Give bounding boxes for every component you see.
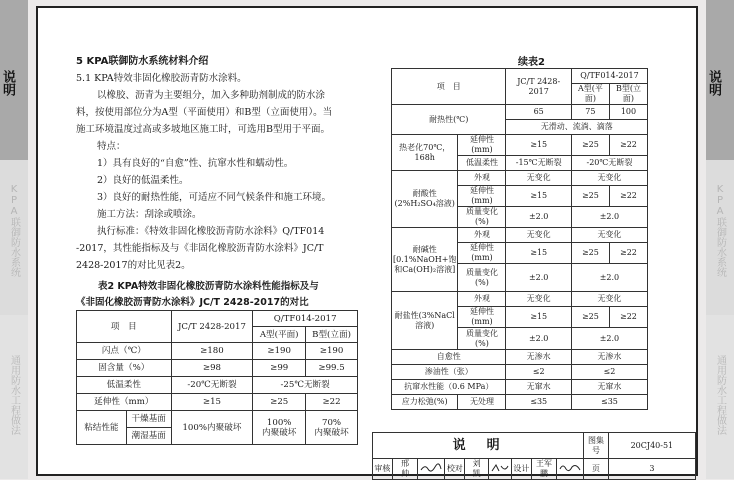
feature-item: 3）良好的耐热性能，可适应不同气候条件和施工环境。: [97, 192, 332, 203]
table-cell: 闪点（℃）: [77, 343, 172, 360]
table-cell: 低温柔性: [458, 156, 506, 171]
table-cell: 自愈性: [392, 350, 506, 365]
table-cell: ≥15: [506, 135, 571, 156]
table-cont-caption: 续表2: [518, 57, 545, 68]
header-jc: JC/T 2428-2017: [506, 69, 571, 105]
table-cell: ≥15: [506, 243, 571, 264]
standard-line: 2428-2017的对比见表2。: [76, 260, 191, 271]
table-cell: 耐碱性[0.1%NaOH+饱和Ca(OH)₂溶液]: [392, 228, 458, 292]
header-item: 项 目: [77, 311, 172, 343]
header-jc: JC/T 2428-2017: [171, 311, 253, 343]
table-cell: ≥25: [253, 394, 306, 411]
table-cell: ≤35: [571, 395, 647, 410]
table-cell: ≤35: [506, 395, 571, 410]
review-label: 审核: [373, 459, 393, 480]
cell-text: 内聚破坏: [262, 427, 297, 438]
table-cell: 65: [506, 105, 571, 120]
designer-signature: [557, 459, 584, 480]
table-cell: 耐盐性(3%NaCl溶液): [392, 292, 458, 350]
table-cell: 无变化: [506, 228, 571, 243]
table-cell: ≥22: [609, 135, 647, 156]
table2: [76, 310, 358, 445]
table-cell: ≥99.5: [306, 360, 358, 377]
table-cell: ≥98: [171, 360, 253, 377]
table-cell: 外观: [458, 292, 506, 307]
table-cell: 低温柔性: [77, 377, 172, 394]
design-label: 设计: [512, 459, 532, 480]
right-tab-kpa[interactable]: KPA联御防水系统: [706, 160, 734, 315]
table-cell: ≥22: [609, 186, 647, 207]
title-block: [372, 432, 696, 480]
table-cell: 热老化70℃，168h: [392, 135, 458, 171]
table-cell: 外观: [458, 171, 506, 186]
paragraph-line: 以橡胶、沥青为主要组分，加入多种助剂制成的防水涂: [97, 90, 326, 101]
right-tab-general[interactable]: 通用防水工程做法: [706, 315, 734, 479]
table-cell: 抗窜水性能（0.6 MPa）: [392, 380, 506, 395]
table-cell: 无渗水: [571, 350, 647, 365]
standard-line: -2017，其性能指标及与《非固化橡胶沥青防水涂料》JC/T: [76, 243, 324, 254]
table-cell: ≥190: [306, 343, 358, 360]
drawing-title: 说 明: [373, 433, 584, 459]
reviewer-signature: [418, 459, 445, 480]
table-cell: 延伸性(mm): [458, 243, 506, 264]
signature-mark: [419, 463, 443, 473]
check-label: 校对: [445, 459, 465, 480]
table2-caption: 表2 KPA特效非固化橡胶沥青防水涂料性能指标及与: [98, 281, 319, 292]
table-cell: -25℃无断裂: [253, 377, 358, 394]
table-cell: ≥22: [306, 394, 358, 411]
table-cell: 渗油性（张）: [392, 365, 506, 380]
table-cell: 无变化: [571, 292, 647, 307]
table-cell: 耐热性(℃): [392, 105, 506, 135]
header-q: Q/TF014-2017: [253, 311, 358, 327]
designer-name: 王军鹏: [531, 459, 557, 480]
table-cell: 100%内聚破坏: [171, 411, 253, 445]
standard-line: 执行标准：《特效非固化橡胶沥青防水涂料》Q/TF014: [97, 226, 325, 237]
table-cell: 延伸性(mm): [458, 135, 506, 156]
table-cell: 无变化: [571, 171, 647, 186]
paragraph-line: 料，按使用部位分为A型（平面使用）和B型（立面使用）。当: [76, 107, 333, 118]
table-cell: -15℃无断裂: [506, 156, 571, 171]
table-cell: 无变化: [506, 171, 571, 186]
cell-text: 100%: [266, 417, 292, 428]
table-cell: ≥25: [571, 186, 609, 207]
table-cell: 无变化: [571, 228, 647, 243]
page-number: 3: [608, 459, 695, 480]
table-cell: ≥25: [571, 243, 609, 264]
table-cell: 潮湿基面: [126, 428, 171, 445]
table-cell: ≤2: [571, 365, 647, 380]
table-cell: ≥99: [253, 360, 306, 377]
feature-item: 1）具有良好的“自愈”性、抗窜水性和蠕动性。: [97, 158, 294, 169]
table-cell: 无窜水: [571, 380, 647, 395]
header-q: Q/TF014-2017: [571, 69, 647, 84]
table-cell: 外观: [458, 228, 506, 243]
table-cell: 无处理: [458, 395, 506, 410]
table-cell: 无窜水: [506, 380, 571, 395]
section-title: 5 KPA联御防水系统材料介绍: [76, 56, 209, 67]
page-label: 页: [584, 459, 609, 480]
table-cell: 100: [609, 105, 647, 120]
signature-mark: [558, 463, 582, 473]
table-cell: 延伸性(mm): [458, 186, 506, 207]
table-cell: [306, 411, 358, 445]
table-cell: [253, 411, 306, 445]
cell-text: 70%: [322, 417, 342, 428]
table-cell: ≥22: [609, 307, 647, 328]
table-cell: ±2.0: [571, 207, 647, 228]
table-cell: ≤2: [506, 365, 571, 380]
table-cell: 干燥基面: [126, 411, 171, 428]
table-cell: 耐酸性(2%H₂SO₄溶液): [392, 171, 458, 228]
table-cell: 固含量（%）: [77, 360, 172, 377]
table-cont: [391, 68, 648, 410]
table-cell: ±2.0: [571, 328, 647, 350]
table-cell: ≥22: [609, 243, 647, 264]
cell-text: 内聚破坏: [314, 427, 349, 438]
table-cell: ±2.0: [571, 264, 647, 292]
table-cell: 延伸性（mm）: [77, 394, 172, 411]
table-cell: 质量变化(%): [458, 264, 506, 292]
left-tab-description[interactable]: 说明: [0, 0, 28, 160]
header-item: 项 目: [392, 69, 506, 105]
method-line: 施工方法：刮涂或喷涂。: [97, 209, 202, 220]
left-tab-general[interactable]: 通用防水工程做法: [0, 315, 28, 479]
table-cell: 无渗水: [506, 350, 571, 365]
left-tab-kpa[interactable]: KPA联御防水系统: [0, 160, 28, 315]
reviewer-name: 邢 帅: [392, 459, 418, 480]
table2-caption: 《非固化橡胶沥青防水涂料》JC/T 2428-2017的对比: [76, 297, 309, 308]
paragraph-line: 施工环境温度过高或多坡地区施工时，可选用B型用于平面。: [76, 124, 330, 135]
table-cell: ≥15: [506, 307, 571, 328]
features-label: 特点：: [97, 141, 126, 152]
table-cell: ≥15: [506, 186, 571, 207]
table-cell: ≥190: [253, 343, 306, 360]
table-cell: 75: [571, 105, 609, 120]
table-cell: ≥15: [171, 394, 253, 411]
table-cell: -20℃无断裂: [171, 377, 253, 394]
table-cell: 无变化: [506, 292, 571, 307]
feature-item: 2）良好的低温柔性。: [97, 175, 189, 186]
table-cell: ±2.0: [506, 328, 571, 350]
header-a: A型(平面): [571, 84, 609, 105]
atlas-number: 20CJ40-51: [608, 433, 695, 459]
table-cell: 应力松弛(%): [392, 395, 458, 410]
atlas-label: 图集号: [584, 433, 609, 459]
table-cell: 无滑动、流淌、滴落: [506, 120, 648, 135]
table-cell: ≥25: [571, 307, 609, 328]
header-a: A型(平面): [253, 327, 306, 343]
table-cell: ≥25: [571, 135, 609, 156]
right-tab-description[interactable]: 说明: [706, 0, 734, 160]
table-cell: ≥180: [171, 343, 253, 360]
table-cell: 粘结性能: [77, 411, 127, 445]
table-cell: ±2.0: [506, 264, 571, 292]
subsection-title: 5.1 KPA特效非固化橡胶沥青防水涂料。: [76, 73, 247, 84]
table-cell: 质量变化(%): [458, 328, 506, 350]
table-cell: ±2.0: [506, 207, 571, 228]
checker-signature: [489, 459, 512, 480]
header-b: B型(立面): [609, 84, 647, 105]
table-cell: -20℃无断裂: [571, 156, 647, 171]
table-cell: 质量变化(%): [458, 207, 506, 228]
checker-name: 刘 凯: [465, 459, 489, 480]
signature-mark: [490, 463, 510, 473]
header-b: B型(立面): [306, 327, 358, 343]
table-cell: 延伸性(mm): [458, 307, 506, 328]
